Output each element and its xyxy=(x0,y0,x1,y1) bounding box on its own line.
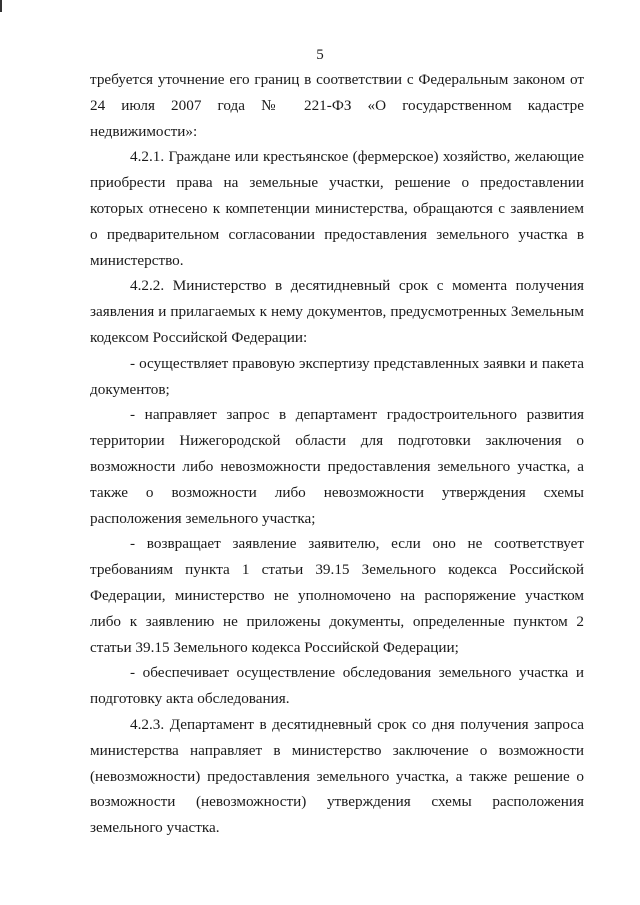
paragraph-4-2-3: 4.2.3. Департамент в десятидневный срок со дня получения запроса министерства направляет в министерство заключение о возможности (невозможности) предоставления земельного участка, а также решение о возможности (невозможности) утверждения схемы расположения земельного участка. xyxy=(90,715,584,837)
paragraph-continuation: требуется уточнение его границ в соответствии с Федеральным законом от 24 июля 2007 года № 221-ФЗ «О государственном кадастре недвижимости»: xyxy=(90,71,584,140)
list-item-send-request: - направляет запрос в департамент градостроительного развития территории Нижегородской области для подготовки заключения о возможности либо невозможности предоставления земельного участка, а также о возможности либо невозможности утверждения схемы расположения земельного участка; xyxy=(90,406,584,527)
document-body xyxy=(90,67,584,841)
list-item-legal-review: - осуществляет правовую экспертизу представленных заявки и пакета документов; xyxy=(90,354,584,398)
scan-edge-mark xyxy=(0,0,2,12)
list-item-return-application: - возвращает заявление заявителю, если оно не соответствует требованиям пункта 1 статьи 39.15 Земельного кодекса Российской Федерации, министерство не уполномочено на распоряжение участком либо к заявлению не приложены документы, определенные пунктом 2 статьи 39.15 Земельного кодекса Российской Федерации; xyxy=(90,535,584,656)
list-item-inspection: - обеспечивает осуществление обследования земельного участка и подготовку акта обследования. xyxy=(90,664,584,708)
paragraph-4-2-1: 4.2.1. Граждане или крестьянское (фермерское) хозяйство, желающие приобрести права на земельные участки, решение о предоставлении которых отнесено к компетенции министерства, обращаются с заявлением о предварительном согласовании предоставления земельного участка в министерство. xyxy=(90,148,584,269)
paragraph-4-2-2: 4.2.2. Министерство в десятидневный срок с момента получения заявления и прилагаемых к нему документов, предусмотренных Земельным кодексом Российской Федерации: xyxy=(90,277,584,346)
page-number: 5 xyxy=(316,47,324,63)
